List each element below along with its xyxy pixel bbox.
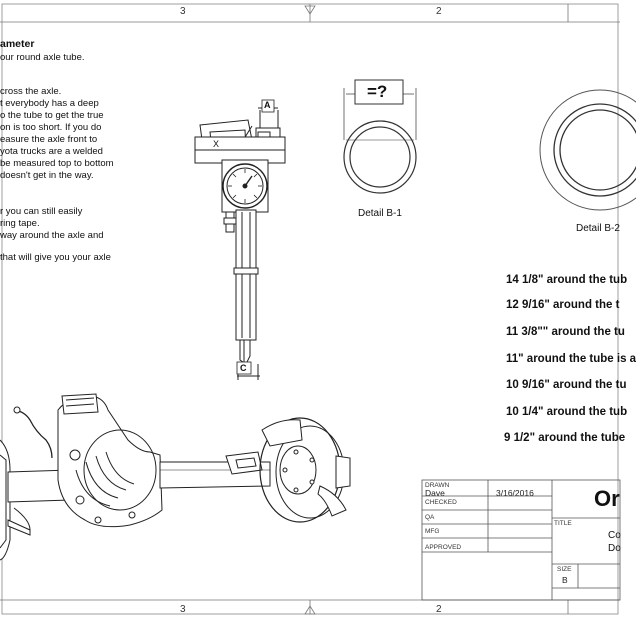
notes-line: our round axle tube. [0, 52, 85, 63]
notes-heading: ameter [0, 38, 35, 50]
zone-number-bottom-right: 2 [436, 604, 442, 615]
detail-b1-caption: Detail B-1 [358, 208, 402, 219]
caliper-label-a: A [264, 100, 271, 110]
approved-label: APPROVED [425, 544, 462, 551]
zone-number-top-left: 3 [180, 6, 186, 17]
notes-line: doesn't get in the way. [0, 170, 94, 181]
measurement-line: 10 9/16" around the tu [506, 379, 627, 391]
title-label: TITLE [554, 520, 572, 527]
measurement-line: 9 1/2" around the tube [504, 432, 626, 444]
checked-label: CHECKED [425, 499, 457, 506]
measurement-line: 14 1/8" around the tub [506, 274, 628, 286]
detail-b1-question: =? [367, 82, 388, 101]
axle-illustration [0, 394, 350, 560]
notes-line: on is too short. If you do [0, 122, 102, 133]
zone-number-top-right: 2 [436, 6, 442, 17]
drawn-name: Dave [425, 488, 445, 498]
notes-line: easure the axle front to [0, 134, 98, 145]
measurement-line: 11 3/8"" around the tu [506, 326, 625, 338]
measurement-line: 11" around the tube is a [506, 353, 636, 365]
notes-line: r you can still easily [0, 206, 83, 217]
size-value: B [562, 575, 568, 585]
measurement-line: 12 9/16" around the t [506, 299, 620, 311]
notes-line: o the tube to get the true [0, 110, 104, 121]
notes-line: cross the axle. [0, 86, 62, 97]
caliper-label-x: X [213, 139, 220, 149]
mfg-label: MFG [425, 528, 440, 535]
detail-b2-caption: Detail B-2 [576, 223, 620, 234]
notes-line: t everybody has a deep [0, 98, 99, 109]
zone-number-bottom-left: 3 [180, 604, 186, 615]
caliper-illustration [195, 108, 285, 380]
measurement-line: 10 1/4" around the tub [506, 406, 628, 418]
notes-line: be measured top to bottom [0, 158, 114, 169]
title-block-lines [422, 480, 620, 600]
notes-line: that will give you your axle [0, 252, 111, 263]
notes-line: way around the axle and [0, 230, 104, 241]
title-line-2: Do [608, 543, 621, 554]
size-label: SIZE [557, 566, 572, 573]
drawn-label: DRAWN [425, 482, 450, 489]
notes-line: ring tape. [0, 218, 40, 229]
qa-label: QA [425, 514, 435, 521]
notes-line: yota trucks are a welded [0, 146, 103, 157]
title-company-text: Or [594, 486, 620, 511]
caliper-label-c: C [240, 363, 247, 373]
drawn-date: 3/16/2016 [496, 488, 534, 498]
detail-b2-illustration [540, 90, 636, 210]
title-line-1: Co [608, 530, 621, 541]
